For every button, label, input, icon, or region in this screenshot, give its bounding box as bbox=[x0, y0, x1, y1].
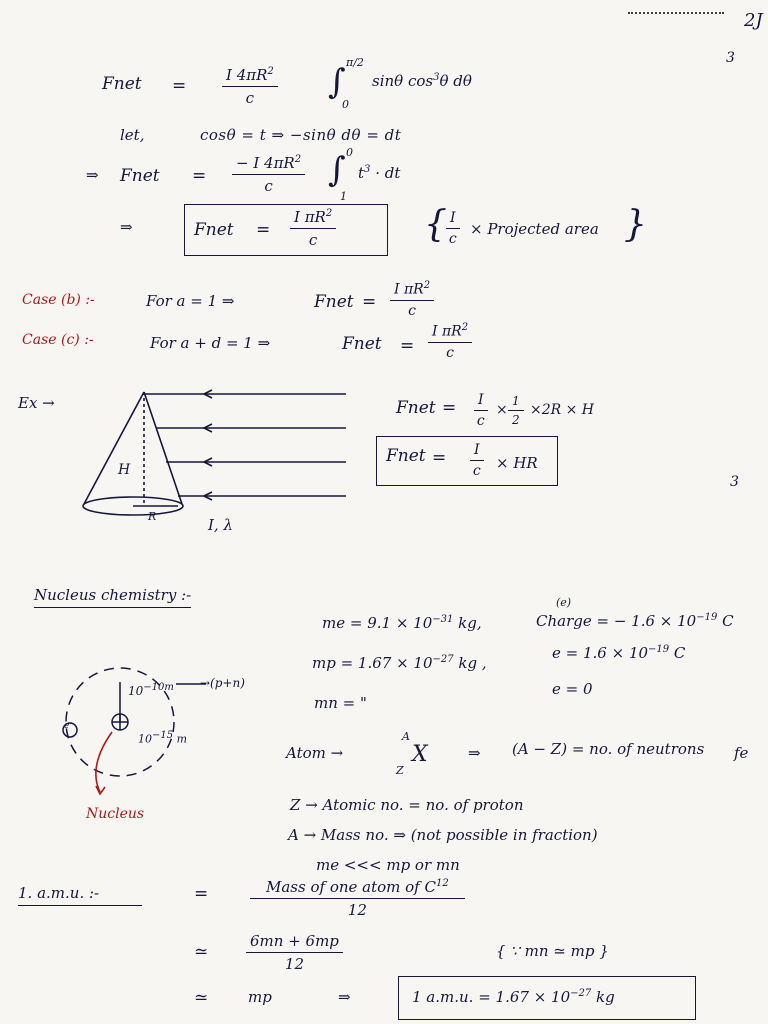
amu-fraction: Mass of one atom of $C^{12}$ 12 bbox=[250, 878, 465, 919]
eq1-lhs: Fnet bbox=[102, 74, 142, 94]
amu-eq1: = bbox=[194, 884, 209, 904]
case-b-lhs: Fnet bbox=[314, 292, 354, 312]
page-corner-mark: 2J bbox=[744, 10, 763, 31]
proton-neutron-label: →(p+n) bbox=[200, 676, 245, 690]
eq1-integral-sign: ∫ bbox=[328, 62, 346, 102]
charge-e-label: (e) bbox=[556, 596, 572, 609]
example-box-equals: = bbox=[432, 448, 447, 468]
atom-arrow: ⇒ bbox=[468, 744, 481, 762]
case-b-label: Case (b) :- bbox=[22, 292, 95, 308]
eq2-lhs: Fnet bbox=[120, 166, 160, 186]
example-box-lhs: Fnet bbox=[386, 446, 426, 466]
neutron-charge: e = 0 bbox=[552, 680, 593, 698]
example-eq-equals: = bbox=[442, 398, 457, 418]
eq1-integrand: sinθ $\cos^3\theta$ dθ bbox=[372, 72, 472, 90]
case-b-fraction: $\frac{I \pi R^2}{c}$ bbox=[390, 280, 434, 319]
amu-eq2: ≃ bbox=[194, 942, 209, 962]
mass-comparison: me <<< mp or mn bbox=[316, 856, 460, 874]
eq3-note-brace-right: } bbox=[624, 204, 647, 245]
atom-size-label: $10^{-10m}$ bbox=[128, 682, 174, 698]
example-box-frac: $\frac{I}{c}$ bbox=[470, 442, 484, 479]
nucleus-size-label: $10^{-15}$ m bbox=[138, 730, 188, 746]
neutron-count-tail: fe bbox=[734, 744, 749, 762]
nucleus-label: Nucleus bbox=[86, 806, 145, 822]
amu-heading: 1. a.m.u. :- bbox=[18, 884, 142, 906]
eq3-fraction: $\frac{I \pi R^2}{c}$ bbox=[290, 208, 336, 249]
corner-number-top: 3 bbox=[726, 50, 735, 66]
example-eq-frac: $\frac{I}{c}$ bbox=[474, 392, 488, 429]
example-eq-times: × bbox=[496, 402, 508, 418]
case-c-lhs: Fnet bbox=[342, 334, 382, 354]
case-c-label: Case (c) :- bbox=[22, 332, 94, 348]
electron-label: e⁻ bbox=[64, 721, 75, 731]
example-box-tail: × HR bbox=[496, 454, 538, 472]
neutron-mass: mn = " bbox=[314, 694, 367, 712]
nuclear-heading: Nucleus chemistry :- bbox=[34, 586, 191, 608]
example-eq-lhs: Fnet bbox=[396, 398, 436, 418]
corner-number-mid: 3 bbox=[730, 474, 739, 490]
eq3-note-fraction: $\frac{I}{c}$ bbox=[446, 210, 460, 247]
example-label: Ex → bbox=[18, 394, 55, 412]
let-label: let, bbox=[120, 126, 145, 144]
atom-notation-label: Atom → bbox=[286, 744, 344, 762]
eq3-arrow: ⇒ bbox=[120, 218, 133, 236]
eq3-note-brace-left: { bbox=[424, 204, 447, 245]
case-c-equals: = bbox=[400, 336, 415, 356]
amu-eq3: ≃ bbox=[194, 988, 209, 1008]
eq2-integrand: $t^3$ · dt bbox=[358, 164, 401, 182]
cone-height-label: H bbox=[118, 462, 131, 478]
proton-mass: mp = $1.67 \times 10^{-27}$ kg , bbox=[312, 654, 487, 672]
amu-approx: mp bbox=[248, 988, 272, 1006]
eq2-integral-sign: ∫ bbox=[328, 150, 346, 190]
amu-arrow: ⇒ bbox=[338, 988, 351, 1006]
electron-mass: me = $9.1 \times 10^{-31}$ kg, bbox=[322, 614, 482, 632]
atom-mass-number: A bbox=[402, 730, 410, 743]
eq2-int-upper: 0 bbox=[346, 146, 353, 159]
eq2-fraction: $\frac{- I 4\pi R^2}{c}$ bbox=[232, 154, 305, 195]
intensity-label: I, λ bbox=[208, 516, 233, 534]
electron-charge: Charge = − $1.6 \times 10^{-19}$ C bbox=[536, 612, 734, 630]
case-b-equals: = bbox=[362, 292, 377, 312]
eq1-int-lower: 0 bbox=[342, 98, 349, 111]
proton-charge: $e = 1.6 \times 10^{-19}$ C bbox=[552, 644, 686, 662]
eq1-equals: = bbox=[172, 76, 187, 96]
eq3-equals: = bbox=[256, 220, 271, 240]
mass-number-line: A → Mass no. ⇒ (not possible in fraction) bbox=[288, 826, 598, 844]
example-eq-half: $\frac{1}{2}$ bbox=[508, 394, 524, 427]
amu-result: 1 a.m.u. = $1.67 \times 10^{-27}$ kg bbox=[412, 988, 615, 1006]
example-eq-tail: ×2R × H bbox=[530, 402, 595, 418]
atom-symbol: X bbox=[412, 742, 428, 767]
amu-fraction-2: $\frac{6mn + 6mp}{12}$ bbox=[246, 932, 343, 973]
eq1-fraction: $\frac{I 4\pi R^2}{c}$ bbox=[222, 66, 278, 107]
case-c-condition: For a + d = 1 ⇒ bbox=[150, 334, 271, 352]
atomic-number-line: Z → Atomic no. = no. of proton bbox=[290, 796, 524, 814]
cone-radius-label: R bbox=[148, 510, 157, 523]
let-expression: cosθ = t ⇒ −sinθ dθ = dt bbox=[200, 126, 402, 144]
neutron-count: (A − Z) = no. of neutrons bbox=[512, 740, 705, 758]
case-c-fraction: $\frac{I \pi R^2}{c}$ bbox=[428, 322, 472, 361]
eq3-note-text: × Projected area bbox=[470, 220, 599, 238]
eq2-arrow: ⇒ bbox=[86, 166, 99, 184]
case-b-condition: For a = 1 ⇒ bbox=[146, 292, 235, 310]
atom-atomic-number: Z bbox=[396, 764, 404, 777]
eq3-lhs: Fnet bbox=[194, 220, 234, 240]
eq2-equals: = bbox=[192, 166, 207, 186]
eq2-int-lower: 1 bbox=[340, 190, 347, 203]
eq1-int-upper: π/2 bbox=[346, 56, 364, 69]
amu-note: { ∵ mn ≃ mp } bbox=[496, 942, 609, 960]
